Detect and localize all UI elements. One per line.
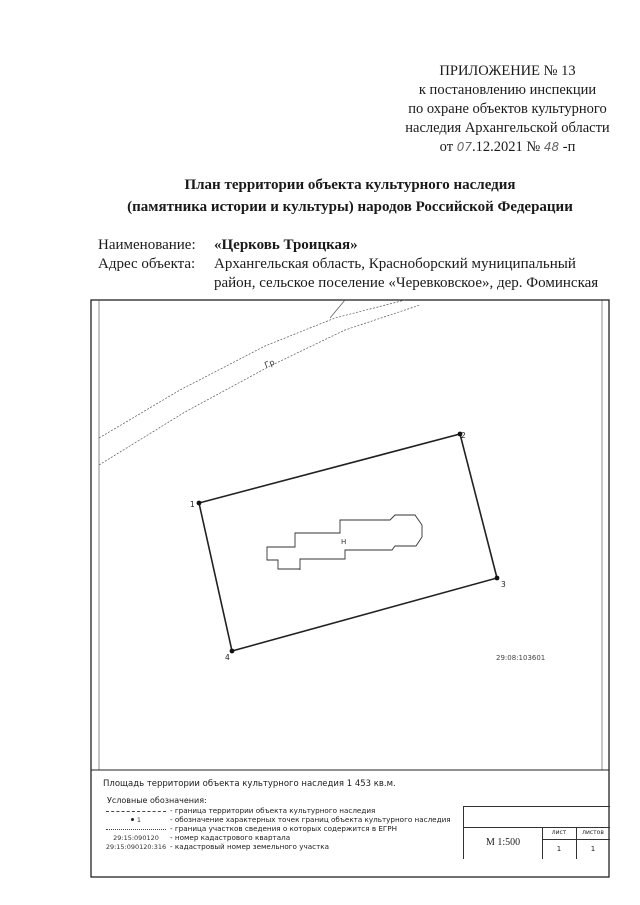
name-value: «Церковь Троицкая» — [214, 237, 358, 253]
address-line-2: район, сельское поселение «Черевковское», дер. Фоминская — [214, 275, 599, 291]
legend-symbol-quarter: 29:15:090120 — [113, 833, 159, 842]
sheet-label: лист — [542, 827, 577, 839]
point-label-2: 2 — [461, 431, 466, 440]
handwritten-day: 07 — [456, 140, 472, 154]
legend-item — [102, 842, 329, 851]
legend-text: - граница территории объекта культурного наследия — [170, 806, 376, 815]
appendix-line: по охране объектов культурного — [408, 101, 607, 117]
scale-label: М 1:500 — [486, 837, 521, 848]
stamp-table — [463, 806, 610, 859]
sheet-value: 1 — [542, 839, 577, 859]
legend-text: - номер кадастрового квартала — [170, 833, 291, 842]
appendix-line: наследия Архангельской области — [405, 120, 610, 136]
point-label-1: 1 — [190, 500, 195, 509]
building-label: Н — [341, 538, 347, 546]
legend-text: - кадастровый номер земельного участка — [170, 842, 330, 851]
boundary-point-3 — [495, 576, 500, 581]
legend-symbol-point: 1 — [102, 816, 170, 824]
area-statement: Площадь территории объекта культурного наследия 1 453 кв.м. — [103, 779, 396, 789]
legend-title: Условные обозначения: — [107, 796, 207, 805]
legend-symbol-boundary — [102, 807, 170, 815]
legend-item — [102, 815, 451, 824]
legend-text: - обозначение характерных точек границ объекта культурного наследия — [170, 815, 451, 824]
address-line-1: Архангельская область, Красноборский муниципальный — [214, 256, 576, 272]
road — [99, 300, 420, 465]
legend-symbol-parcel: 29:15:090120:316 — [105, 842, 167, 851]
boundary-point-4 — [230, 649, 235, 654]
road-label: Гр — [263, 357, 276, 370]
territory-boundary — [199, 434, 497, 651]
sheets-value: 1 — [590, 845, 596, 853]
legend-item — [102, 833, 290, 842]
date-prefix: от — [439, 139, 454, 155]
boundary-point-1 — [197, 501, 202, 506]
address-label: Адрес объекта: — [98, 256, 196, 272]
legend-item — [102, 824, 397, 833]
title-line-1: План территории объекта культурного наследия — [184, 177, 516, 193]
name-label: Наименование: — [98, 237, 196, 253]
cadastral-quarter-label: 29:08:103601 — [496, 654, 546, 662]
point-label-4: 4 — [225, 653, 230, 662]
sheets-label: листов — [582, 829, 604, 836]
number-suffix: -п — [562, 139, 576, 155]
date-rest: .12.2021 № — [471, 139, 541, 155]
appendix-title: ПРИЛОЖЕНИЕ № 13 — [439, 63, 576, 79]
legend-text: - граница участков сведения о которых содержится в ЕГРН — [170, 824, 398, 833]
handwritten-number: 48 — [543, 140, 560, 154]
point-label-3: 3 — [501, 580, 506, 589]
legend-item — [102, 806, 375, 815]
appendix-line: к постановлению инспекции — [418, 82, 597, 98]
legend-symbol-egrn — [102, 825, 170, 833]
title-line-2: (памятника истории и культуры) народов Российской Федерации — [127, 199, 573, 215]
plan-frame — [91, 300, 609, 877]
